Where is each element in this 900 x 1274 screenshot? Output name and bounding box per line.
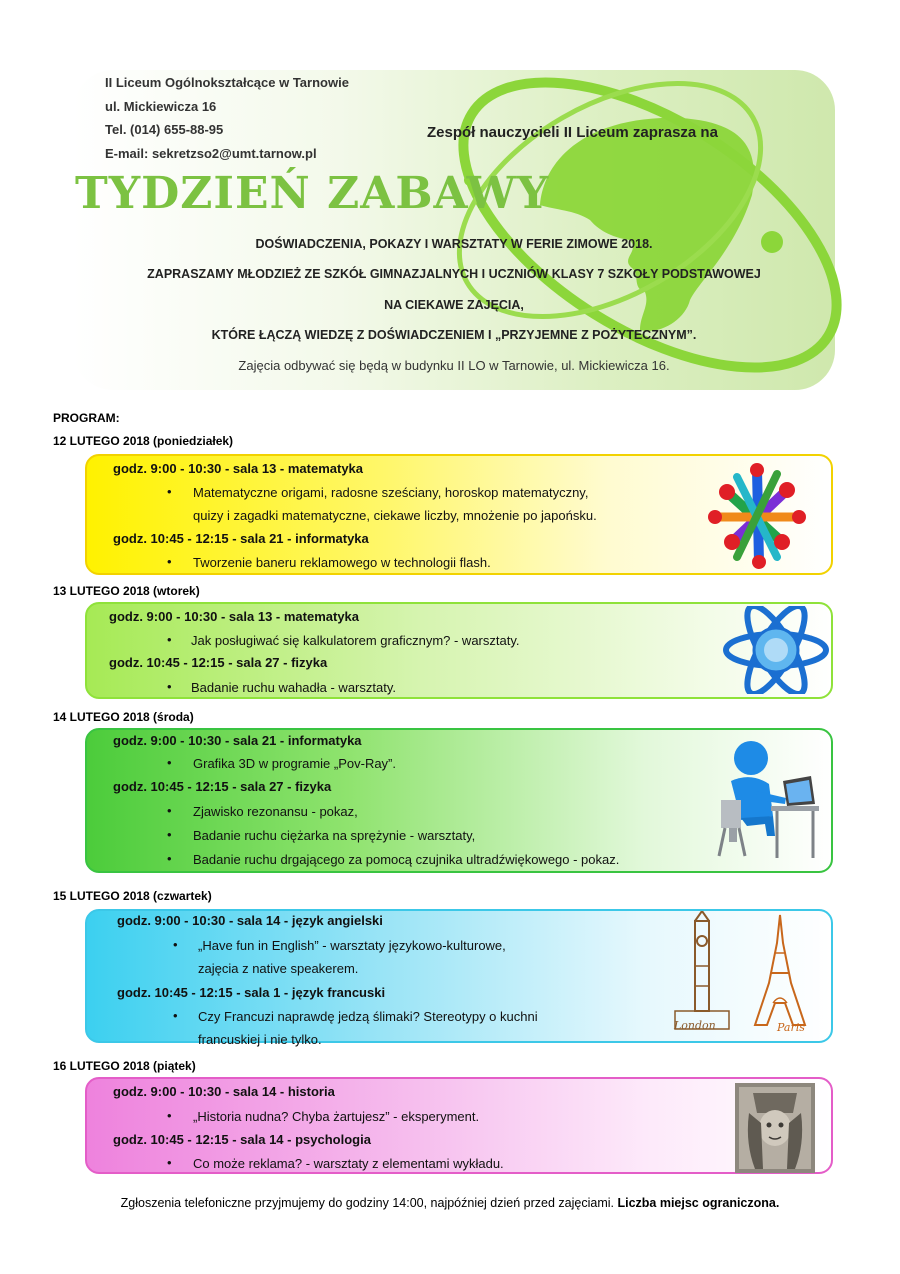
slot-item: francuskiej i nie tylko. <box>198 1032 322 1047</box>
intro-line: DOŚWIADCZENIA, POKAZY I WARSZTATY W FERIE ZIMOWE 2018. <box>255 237 653 251</box>
day-box-wednesday <box>85 728 833 873</box>
atom-icon <box>723 606 829 694</box>
slot-heading: godz. 9:00 - 10:30 - sala 21 - informatyka <box>113 733 362 748</box>
slot-heading: godz. 10:45 - 12:15 - sala 21 - informatyka <box>113 531 369 546</box>
person-at-laptop-icon <box>711 736 821 864</box>
bullet-icon: • <box>167 755 172 770</box>
school-address: ul. Mickiewicza 16 <box>105 99 217 114</box>
day-box-tuesday <box>85 602 833 699</box>
slot-heading: godz. 10:45 - 12:15 - sala 1 - język francuski <box>117 985 386 1000</box>
slot-heading: godz. 9:00 - 10:30 - sala 13 - matematyka <box>109 609 360 624</box>
bullet-icon: • <box>167 827 172 842</box>
footer-bold: Liczba miejsc ograniczona. <box>617 1196 780 1210</box>
paris-label: Paris <box>777 1021 805 1034</box>
venue-line: Zajęcia odbywać się będą w budynku II LO w Tarnowie, ul. Mickiewicza 16. <box>238 358 670 373</box>
intro-line: KTÓRE ŁĄCZĄ WIEDZĘ Z DOŚWIADCZENIEM I „PRZYJEMNE Z POŻYTECZNYM”. <box>211 328 697 342</box>
footer-main: Zgłoszenia telefoniczne przyjmujemy do godziny 14:00, najpóźniej dzień przed zajęciami. <box>120 1196 614 1210</box>
bullet-icon: • <box>173 937 178 952</box>
slot-item: Badanie ruchu drgającego za pomocą czujnika ultradźwiękowego - pokaz. <box>193 852 620 867</box>
intro-line: ZAPRASZAMY MŁODZIEŻ ZE SZKÓŁ GIMNAZJALNYCH I UCZNIÓW KLASY 7 SZKOŁY PODSTAWOWEJ <box>147 267 761 281</box>
bullet-icon: • <box>167 851 172 866</box>
slot-heading: godz. 9:00 - 10:30 - sala 14 - historia <box>113 1084 335 1099</box>
bullet-icon: • <box>167 803 172 818</box>
bullet-icon: • <box>167 554 172 569</box>
slot-item: Jak posługiwać się kalkulatorem graficznym? - warsztaty. <box>191 633 520 648</box>
bullet-icon: • <box>167 484 172 499</box>
bullet-icon: • <box>167 1108 172 1123</box>
slot-item: Czy Francuzi naprawdę jedzą ślimaki? Stereotypy o kuchni <box>198 1009 538 1024</box>
day-title: 14 LUTEGO 2018 (środa) <box>53 710 194 724</box>
london-label: London <box>674 1019 716 1032</box>
school-phone: Tel. (014) 655-88-95 <box>105 122 224 137</box>
bullet-icon: • <box>173 1008 178 1023</box>
day-box-thursday <box>85 909 833 1047</box>
slot-item: „Have fun in English” - warsztaty językowo-kulturowe, <box>198 938 506 953</box>
bullet-icon: • <box>167 632 172 647</box>
slot-item: quizy i zagadki matematyczne, ciekawe liczby, mnożenie po japońsku. <box>193 508 597 523</box>
slot-item: zajęcia z native speakerem. <box>198 961 359 976</box>
slot-heading: godz. 10:45 - 12:15 - sala 27 - fizyka <box>113 779 332 794</box>
slot-item: Badanie ruchu wahadła - warsztaty. <box>191 680 396 695</box>
day-title: 16 LUTEGO 2018 (piątek) <box>53 1059 196 1073</box>
invite-line: Zespół nauczycieli II Liceum zaprasza na <box>427 124 718 141</box>
day-title: 15 LUTEGO 2018 (czwartek) <box>53 889 212 903</box>
slot-item: Co może reklama? - warsztaty z elementami wykładu. <box>193 1156 504 1171</box>
day-box-friday <box>85 1077 833 1174</box>
egyptian-relief-icon <box>735 1083 815 1173</box>
slot-item: Grafika 3D w programie „Pov-Ray”. <box>193 756 396 771</box>
slot-item: „Historia nudna? Chyba żartujesz” - eksperyment. <box>193 1109 480 1124</box>
bullet-icon: • <box>167 679 172 694</box>
molecule-model-icon <box>707 462 807 570</box>
slot-item: Zjawisko rezonansu - pokaz, <box>193 804 358 819</box>
slot-item: Badanie ruchu ciężarka na sprężynie - warsztaty, <box>193 828 476 843</box>
bullet-icon: • <box>167 1155 172 1170</box>
day-title: 12 LUTEGO 2018 (poniedziałek) <box>53 434 234 448</box>
slot-item: Tworzenie baneru reklamowego w technologii flash. <box>193 555 491 570</box>
intro-line: NA CIEKAWE ZAJĘCIA, <box>384 298 524 312</box>
day-box-monday <box>85 454 833 575</box>
slot-heading: godz. 10:45 - 12:15 - sala 14 - psychologia <box>113 1132 371 1147</box>
slot-heading: godz. 9:00 - 10:30 - sala 13 - matematyka <box>113 461 364 476</box>
slot-heading: godz. 9:00 - 10:30 - sala 14 - język angielski <box>117 913 383 928</box>
footer-note <box>0 1196 900 1210</box>
page-title: TYDZIEŃ ZABAWY <box>75 168 550 219</box>
slot-item: Matematyczne origami, radosne sześciany, horoskop matematyczny, <box>193 485 589 500</box>
school-email: E-mail: sekretzso2@umt.tarnow.pl <box>105 146 317 161</box>
day-title: 13 LUTEGO 2018 (wtorek) <box>53 584 200 598</box>
slot-heading: godz. 10:45 - 12:15 - sala 27 - fizyka <box>109 655 328 670</box>
school-name: II Liceum Ogólnokształcące w Tarnowie <box>105 75 349 90</box>
program-label: PROGRAM: <box>53 411 120 425</box>
